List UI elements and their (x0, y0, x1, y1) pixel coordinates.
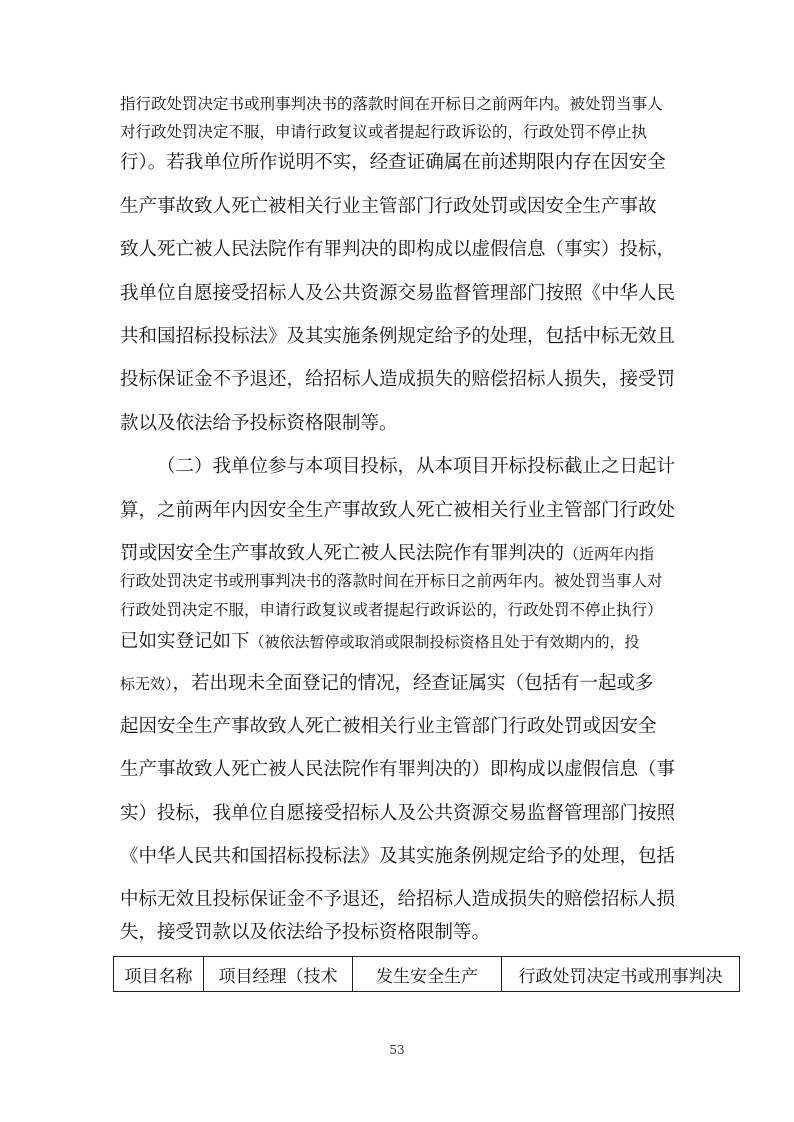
text-line: 投标保证金不予退还，给招标人造成损失的赔偿招标人损失，接受罚 (120, 369, 676, 390)
table-header-cell: 项目名称 (114, 957, 204, 992)
text-line: 实）投标，我单位自愿接受招标人及公共资源交易监督管理部门按照 (120, 803, 676, 824)
text-line: 算，之前两年内因安全生产事故致人死亡被相关行业主管部门行政处 (120, 500, 676, 521)
text-line: 起因安全生产事故致人死亡被相关行业主管部门行政处罚或因安全 (120, 716, 657, 737)
table-header-row (114, 957, 740, 992)
page-number: 53 (389, 1043, 405, 1057)
text-line: 共和国招标投标法》及其实施条例规定给予的处理，包括中标无效且 (120, 326, 676, 347)
text-line: 致人死亡被人民法院作有罪判决的即构成以虚假信息（事实）投标， (120, 239, 676, 260)
text-line: 行政处罚决定书或刑事判决书的落款时间在开标日之前两年内。被处罚当事人对 (120, 572, 663, 590)
table-header-cell: 项目经理（技术 (204, 957, 353, 992)
text-line: 行）。若我单位所作说明不实，经查证确属在前述期限内存在因安全 (120, 152, 666, 173)
text-line: 中标无效且投标保证金不予退还，给招标人造成损失的赔偿招标人损 (120, 889, 676, 910)
text-line: 生产事故致人死亡被人民法院作有罪判决的）即构成以虚假信息（事 (120, 759, 676, 780)
text-segment: 标无效） (120, 675, 173, 693)
text-line: 我单位自愿接受招标人及公共资源交易监督管理部门按照《中华人民 (120, 283, 676, 304)
text-line: 生产事故致人死亡被相关行业主管部门行政处罚或因安全生产事故 (120, 196, 657, 217)
safety-record-table (113, 956, 740, 992)
text-line: 指行政处罚决定书或刑事判决书的落款时间在开标日之前两年内。被处罚当事人 (120, 95, 663, 113)
table-header-cell: 行政处罚决定书或刑事判决 (502, 957, 740, 992)
text-line (120, 669, 680, 695)
text-line: 行政处罚决定不服，申请行政复议或者提起行政诉讼的，行政处罚不停止执行） (120, 601, 663, 619)
text-segment: （近两年内指 (564, 545, 655, 563)
table-header-cell: 发生安全生产 (353, 957, 502, 992)
text-line (120, 539, 680, 565)
text-segment: （被依法暂停或取消或限制投标资格且处于有效期内的，投 (249, 633, 640, 651)
text-segment: 罚或因安全生产事故致人死亡被人民法院作有罪判决的 (120, 543, 565, 564)
text-line: 对行政处罚决定不服，申请行政复议或者提起行政诉讼的，行政处罚不停止执 (120, 123, 648, 141)
paragraph-start-line: （二）我单位参与本项目投标，从本项目开标投标截止之日起计 (157, 456, 676, 477)
text-line (120, 627, 680, 653)
text-segment: ，若出现未全面登记的情况，经查证属实（包括有一起或多 (172, 673, 654, 694)
text-line: 失，接受罚款以及依法给予投标资格限制等。 (120, 922, 491, 943)
text-segment: 已如实登记如下 (120, 631, 250, 652)
text-line: 《中华人民共和国招标投标法》及其实施条例规定给予的处理，包括 (120, 846, 676, 867)
text-line: 款以及依法给予投标资格限制等。 (120, 413, 398, 434)
